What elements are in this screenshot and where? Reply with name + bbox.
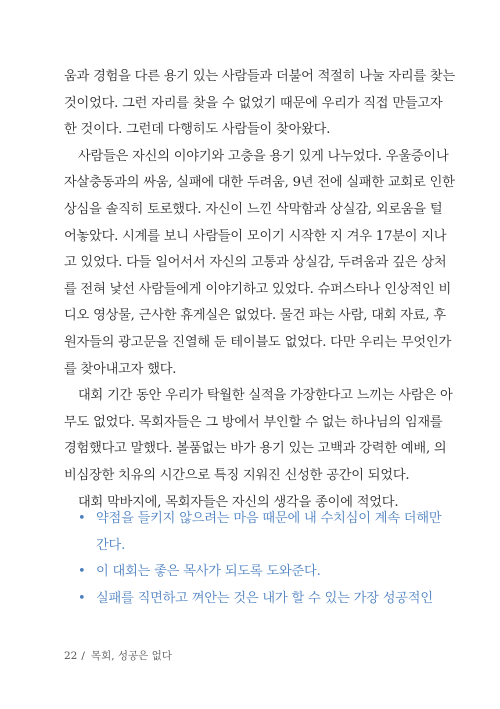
bullet-item: [78, 559, 418, 586]
text-line: 비심장한 치유의 시간으로 특징 지워진 신성한 공간이 되었다.: [64, 467, 410, 483]
text-line: 고 있었다. 다들 일어서서 자신의 고통과 상실감, 두려움과 깊은 상처: [64, 255, 447, 271]
text-line: 대회 막바지에, 목회자들은 자신의 생각을 종이에 적었다.: [78, 494, 399, 510]
text-line: 경험했다고 말했다. 볼품없는 바가 용기 있는 고백과 강력한 예배, 의: [64, 441, 447, 457]
bullet-icon: •: [78, 590, 86, 606]
paragraph: [64, 383, 453, 489]
text-line: 원자들의 광고문을 진열해 둔 테이블도 없었다. 다만 우리는 무엇인가: [64, 334, 452, 350]
text-line: 상심을 솔직히 토로했다. 자신이 느낀 삭막함과 상실감, 외로움을 털: [64, 201, 443, 217]
text-line: 자살충동과의 싸움, 실패에 대한 두려움, 9년 전에 실패한 교회로 인한: [64, 175, 455, 191]
bullet-icon: •: [78, 564, 86, 580]
text-line: 것이었다. 그런 자리를 찾을 수 없었기 때문에 우리가 직접 만들고자: [64, 95, 443, 111]
bullet-list: [78, 506, 442, 612]
text-line: 한 것이다. 그런데 다행히도 사람들이 찾아왔다.: [64, 122, 331, 138]
text-line: 대회 기간 동안 우리가 탁월한 실적을 가장한다고 느끼는 사람은 아: [78, 388, 453, 404]
text-line: 사람들은 자신의 이야기와 고충을 용기 있게 나누었다. 우울증이나: [78, 148, 449, 164]
bullet-item: [78, 506, 442, 559]
text-line: 약점을 들키지 않으려는 마음 때문에 내 수치심이 계속 더해만: [96, 511, 442, 526]
text-line: 어놓았다. 시계를 보니 사람들이 모이기 시작한 지 겨우 17분이 지나: [64, 228, 447, 244]
text-line: 간다.: [96, 537, 126, 553]
bullet-item: [78, 586, 433, 613]
body-text: [64, 64, 456, 516]
text-line: 디오 영상물, 근사한 휴게실은 없었다. 물건 파는 사람, 대회 자료, 후: [64, 308, 446, 324]
page-number: 22: [64, 650, 78, 662]
text-line: 를 찾아내고자 했다.: [64, 361, 177, 377]
text-line: 움과 경험을 다른 용기 있는 사람들과 더불어 적절히 나눌 자리를 찾는: [64, 69, 456, 84]
text-line: 무도 없었다. 목회자들은 그 방에서 부인할 수 없는 하나님의 임재를: [64, 414, 443, 430]
page-footer: [64, 648, 172, 663]
footer-separator: /: [81, 650, 85, 662]
paragraph: [64, 64, 456, 144]
paragraph: [64, 144, 455, 383]
text-line: 실패를 직면하고 껴안는 것은 내가 할 수 있는 가장 성공적인: [96, 590, 433, 606]
book-title: 목회, 성공은 없다: [90, 650, 172, 662]
text-line: 를 전혀 낯선 사람들에게 이야기하고 있었다. 슈퍼스타나 인상적인 비: [64, 281, 452, 297]
bullet-icon: •: [78, 511, 86, 526]
text-line: 이 대회는 좋은 목사가 되도록 도와준다.: [96, 564, 321, 580]
